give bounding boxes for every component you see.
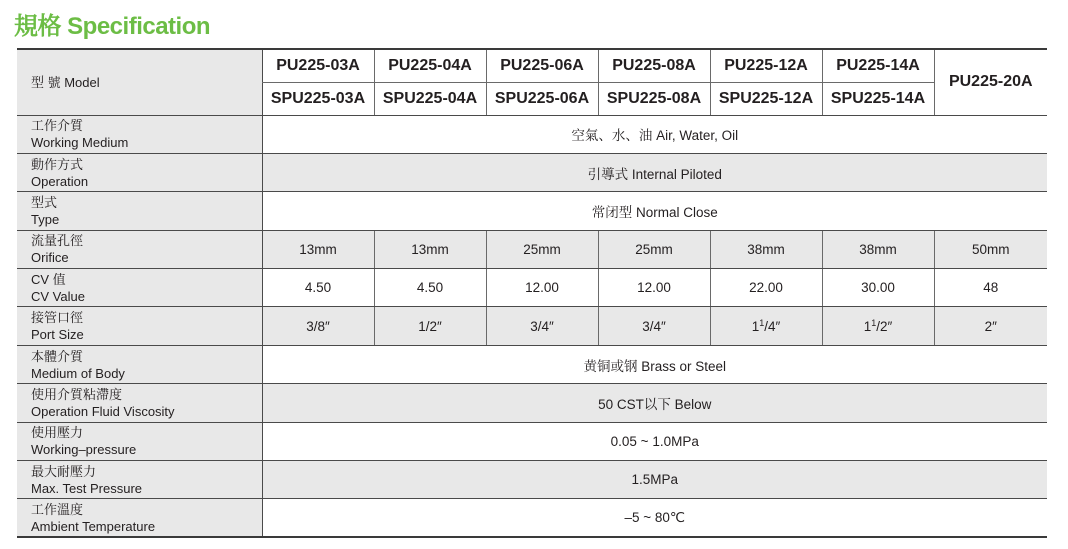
row-value: 25mm — [598, 230, 710, 268]
row-value: 3/8″ — [262, 307, 374, 345]
model-cell: PU225-06A — [486, 49, 598, 82]
row-label: 使用壓力 Working–pressure — [17, 422, 262, 460]
row-value: 3/4″ — [486, 307, 598, 345]
row-value: 1/2″ — [374, 307, 486, 345]
row-value: $1^1/2''$ — [822, 307, 934, 345]
row-value: 2″ — [934, 307, 1047, 345]
row-value: 22.00 — [710, 269, 822, 307]
row-value: 4.50 — [262, 269, 374, 307]
row-label: 接管口徑 Port Size — [17, 307, 262, 345]
row-label: 動作方式 Operation — [17, 153, 262, 191]
spec-row-port — [17, 307, 1047, 345]
row-value: 4.50 — [374, 269, 486, 307]
spec-row-operation — [17, 153, 1047, 191]
row-value: 黄铜或钢 Brass or Steel — [262, 345, 1047, 383]
spec-row-viscosity — [17, 384, 1047, 422]
row-label: 本體介質 Medium of Body — [17, 345, 262, 383]
row-value: 12.00 — [486, 269, 598, 307]
row-value: 3/4″ — [598, 307, 710, 345]
spec-row-body — [17, 345, 1047, 383]
spec-row-medium — [17, 115, 1047, 153]
row-value: $1^1/4''$ — [710, 307, 822, 345]
row-label: 最大耐壓力 Max. Test Pressure — [17, 461, 262, 499]
spec-row-temperature — [17, 499, 1047, 537]
spec-row-cv — [17, 269, 1047, 307]
row-label: 工作介質 Working Medium — [17, 115, 262, 153]
row-label: 流量孔徑 Orifice — [17, 230, 262, 268]
model-label: 型 號 Model — [17, 49, 262, 115]
row-value: 48 — [934, 269, 1047, 307]
model-cell: PU225-03A — [262, 49, 374, 82]
row-label: 工作溫度 Ambient Temperature — [17, 499, 262, 537]
row-value: 12.00 — [598, 269, 710, 307]
row-label: CV 值 CV Value — [17, 269, 262, 307]
row-value: 38mm — [822, 230, 934, 268]
row-value: 空氣、水、油 Air, Water, Oil — [262, 115, 1047, 153]
model-cell: PU225-20A — [934, 49, 1047, 115]
model-cell: PU225-14A — [822, 49, 934, 82]
spec-row-test-pressure — [17, 461, 1047, 499]
page-title: 規格 Specification — [14, 13, 211, 40]
row-value: 常闭型 Normal Close — [262, 192, 1047, 230]
model-cell: SPU225-04A — [374, 82, 486, 115]
model-cell: PU225-08A — [598, 49, 710, 82]
spec-row-orifice — [17, 230, 1047, 268]
row-value: 引導式 Internal Piloted — [262, 153, 1047, 191]
model-header-row — [17, 49, 1047, 82]
row-value: 13mm — [262, 230, 374, 268]
row-value: 13mm — [374, 230, 486, 268]
model-cell: SPU225-12A — [710, 82, 822, 115]
row-label: 使用介質粘滯度 Operation Fluid Viscosity — [17, 384, 262, 422]
row-value: –5 ~ 80℃ — [262, 499, 1047, 537]
row-value: 25mm — [486, 230, 598, 268]
model-cell: SPU225-03A — [262, 82, 374, 115]
model-cell: SPU225-14A — [822, 82, 934, 115]
model-cell: PU225-12A — [710, 49, 822, 82]
row-label: 型式 Type — [17, 192, 262, 230]
model-cell: SPU225-06A — [486, 82, 598, 115]
specification-table — [17, 48, 1047, 538]
row-value: 38mm — [710, 230, 822, 268]
row-value: 50 CST以下 Below — [262, 384, 1047, 422]
spec-row-pressure — [17, 422, 1047, 460]
model-cell: SPU225-08A — [598, 82, 710, 115]
row-value: 50mm — [934, 230, 1047, 268]
row-value: 30.00 — [822, 269, 934, 307]
spec-row-type — [17, 192, 1047, 230]
model-cell: PU225-04A — [374, 49, 486, 82]
row-value: 0.05 ~ 1.0MPa — [262, 422, 1047, 460]
row-value: 1.5MPa — [262, 461, 1047, 499]
